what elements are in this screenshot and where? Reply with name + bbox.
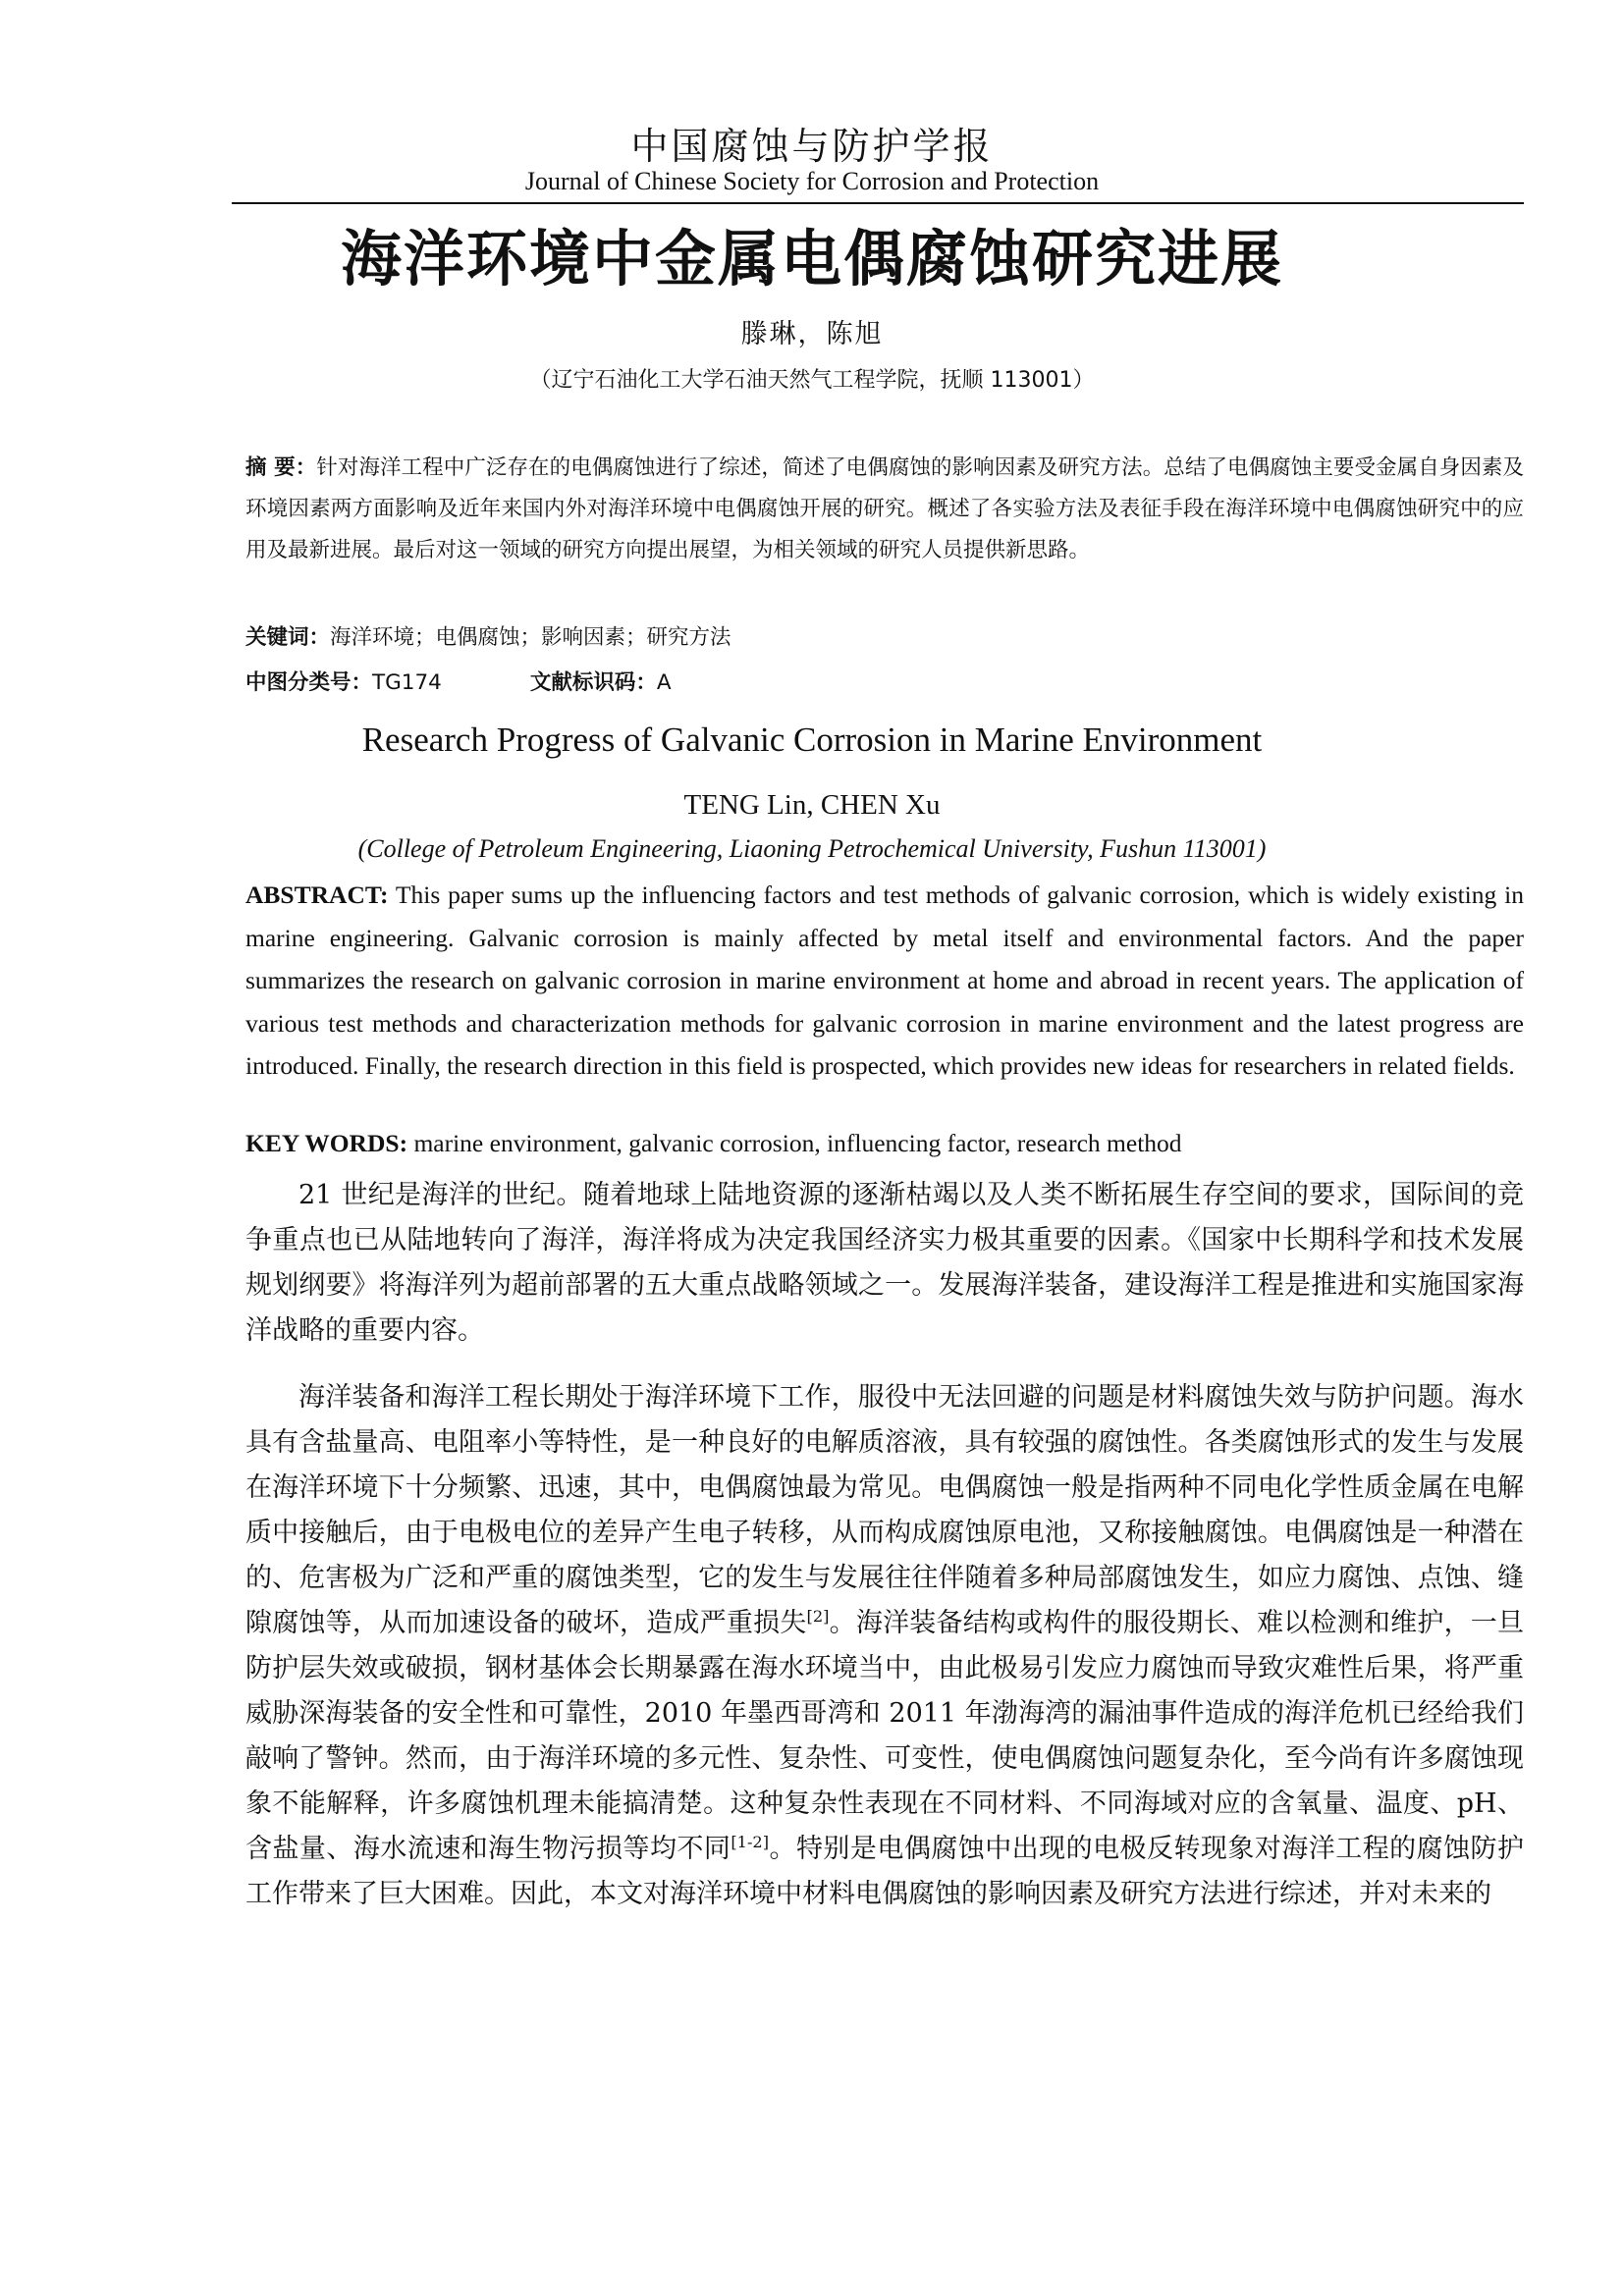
doc-code-value: A bbox=[656, 670, 672, 695]
body-paragraph-2-part-c: 。特别是电偶腐蚀中出现的电极反转现象对海洋工程的腐蚀防护工作带来了巨大困难。因此，本文对海洋环境中材料电偶腐蚀的影响因素及研究方法进行综述，并对未来的 bbox=[245, 1834, 1525, 1909]
keywords-en-text: marine environment, galvanic corrosion, influencing factor, research method bbox=[407, 1129, 1182, 1157]
header-divider bbox=[232, 202, 1524, 204]
clc-label: 中图分类号： bbox=[245, 670, 373, 695]
keywords-cn-label: 关键词： bbox=[245, 625, 331, 650]
authors-en: TENG Lin, CHEN Xu bbox=[683, 789, 941, 821]
journal-name-en: Journal of Chinese Society for Corrosion and Protection bbox=[524, 167, 1100, 195]
doc-code-label: 文献标识码： bbox=[529, 670, 657, 695]
keywords-cn-text: 海洋环境；电偶腐蚀；影响因素；研究方法 bbox=[330, 625, 731, 650]
affiliation-cn: （辽宁石油化工大学石油天然气工程学院，抚顺 113001） bbox=[529, 368, 1095, 393]
body-paragraph-2 bbox=[245, 1375, 1524, 1917]
keywords-en-label: KEY WORDS: bbox=[245, 1129, 408, 1157]
abstract-cn bbox=[245, 448, 1524, 571]
body-text bbox=[245, 1173, 1524, 1917]
keywords-en bbox=[245, 1129, 1524, 1158]
keywords-cn bbox=[245, 620, 1524, 651]
paper-title-en: Research Progress of Galvanic Corrosion in Marine Environment bbox=[361, 721, 1263, 759]
abstract-en bbox=[245, 874, 1524, 1088]
abstract-en-text: This paper sums up the influencing factors and test methods of galvanic corrosion, which is widely existing in marine engineering. Galvanic corrosion is mainly affected by metal itself and environmental factors. And the paper summarizes the research on galvanic corrosion in marine environment at home and abroad in recent years. The application of various test methods and characterization methods for galvanic corrosion in marine environment and the latest progress are introduced. Finally, the research direction in this field is prospected, which provides new ideas for researchers in related fields. bbox=[245, 881, 1524, 1080]
journal-name-cn: 中国腐蚀与防护学报 bbox=[630, 125, 994, 168]
classification-line bbox=[245, 666, 1524, 696]
abstract-cn-text: 针对海洋工程中广泛存在的电偶腐蚀进行了综述，简述了电偶腐蚀的影响因素及研究方法。总结了电偶腐蚀主要受金属自身因素及环境因素两方面影响及近年来国内外对海洋环境中电偶腐蚀开展的研究。概述了各实验方法及表征手段在海洋环境中电偶腐蚀研究中的应用及最新进展。最后对这一领域的研究方向提出展望，为相关领域的研究人员提供新思路。 bbox=[245, 455, 1524, 562]
citation-ref[interactable]: [1-2] bbox=[731, 1833, 770, 1851]
affiliation-en: (College of Petroleum Engineering, Liaoning Petrochemical University, Fushun 113001) bbox=[357, 834, 1267, 863]
abstract-cn-label: 摘 要： bbox=[245, 455, 317, 480]
authors-cn: 滕琳，陈旭 bbox=[740, 319, 884, 349]
abstract-en-label: ABSTRACT: bbox=[245, 881, 389, 909]
paper-title-cn: 海洋环境中金属电偶腐蚀研究进展 bbox=[340, 223, 1283, 294]
clc-value: TG174 bbox=[372, 670, 442, 695]
body-paragraph-2-part-b: 。海洋装备结构或构件的服役期长、难以检测和维护，一旦防护层失效或破损，钢材基体会长期暴露在海水环境当中，由此极易引发应力腐蚀而导致灾难性后果，将严重威胁深海装备的安全性和可靠性，2010 年墨西哥湾和 2011 年渤海湾的漏油事件造成的海洋危机已经给我们敲响了警钟。然而，由于海洋环境的多元性、复杂性、可变性，使电偶腐蚀问题复杂化，至今尚有许多腐蚀现象不能解释，许多腐蚀机理未能搞清楚。这种复杂性表现在不同材料、不同海域对应的含氧量、温度、pH、含盐量、海水流速和海生物污损等均不同 bbox=[245, 1608, 1525, 1864]
body-paragraph-2-part-a: 海洋装备和海洋工程长期处于海洋环境下工作，服役中无法回避的问题是材料腐蚀失效与防护问题。海水具有含盐量高、电阻率小等特性，是一种良好的电解质溶液，具有较强的腐蚀性。各类腐蚀形式的发生与发展在海洋环境下十分频繁、迅速，其中，电偶腐蚀最为常见。电偶腐蚀一般是指两种不同电化学性质金属在电解质中接触后，由于电极电位的差异产生电子转移，从而构成腐蚀原电池，又称接触腐蚀。电偶腐蚀是一种潜在的、危害极为广泛和严重的腐蚀类型，它的发生与发展往往伴随着多种局部腐蚀发生，如应力腐蚀、点蚀、缝隙腐蚀等，从而加速设备的破坏，造成严重损失 bbox=[245, 1382, 1524, 1638]
body-paragraph-1: 21 世纪是海洋的世纪。随着地球上陆地资源的逐渐枯竭以及人类不断拓展生存空间的要求，国际间的竞争重点也已从陆地转向了海洋，海洋将成为决定我国经济实力极其重要的因素。《国家中长期科学和技术发展规划纲要》将海洋列为超前部署的五大重点战略领域之一。发展海洋装备，建设海洋工程是推进和实施国家海洋战略的重要内容。 bbox=[245, 1180, 1524, 1346]
citation-ref[interactable]: [2] bbox=[806, 1607, 830, 1626]
